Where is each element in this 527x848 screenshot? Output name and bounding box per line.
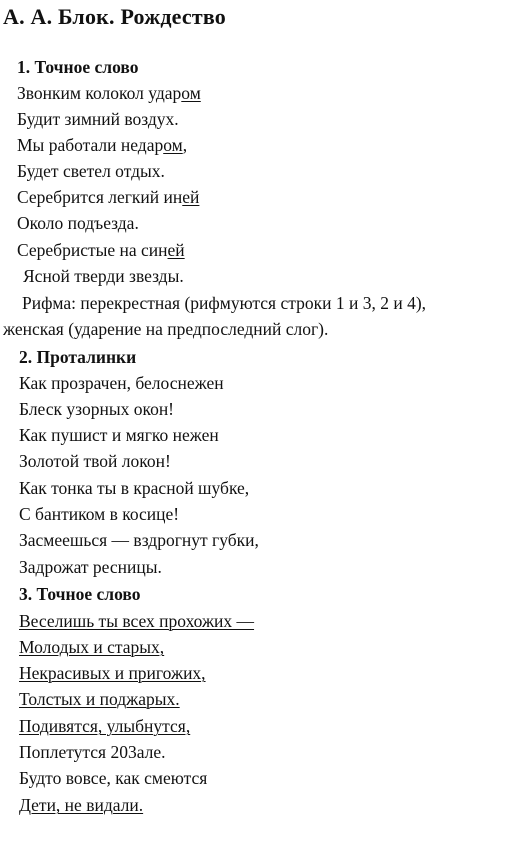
poem-line: Дети, не видали. <box>19 795 144 815</box>
poem-line-underlined: Некрасивых и пригожих, <box>19 663 206 683</box>
document-title: А. А. Блок. Рождество <box>3 4 227 29</box>
poem-line: Задрожат ресницы. <box>19 557 162 577</box>
section-1-heading: 1. Точное слово <box>17 57 139 77</box>
rhyme-note-line-2: женская (ударение на предпоследний слог). <box>3 319 329 339</box>
poem-line: Около подъезда. <box>17 213 139 233</box>
poem-line: Серебристые на синей <box>17 240 185 260</box>
poem-line-underlined: Веселишь ты всех прохожих — <box>19 611 255 631</box>
poem-line: Будит зимний воздух. <box>17 109 179 129</box>
poem-line-underlined: Подивятся, улыбнутся, <box>19 716 191 736</box>
poem-line-underlined: Молодых и старых, <box>19 637 165 657</box>
poem-line: Золотой твой локон! <box>19 451 171 471</box>
poem-line: Ясной тверди звезды. <box>23 266 184 286</box>
section-2-heading: 2. Проталинки <box>19 347 137 367</box>
poem-line: Будто вовсе, как смеются <box>19 768 208 788</box>
poem-line: Мы работали недаром, <box>17 135 188 155</box>
poem-line: Поплетутся 203але. <box>19 742 166 762</box>
poem-line: Звонким колокол ударом <box>17 83 201 103</box>
poem-line: Как прозрачен, белоснежен <box>19 373 224 393</box>
section-3-heading: 3. Точное слово <box>19 584 141 604</box>
poem-line-underlined: Толстых и поджарых. <box>19 689 180 709</box>
poem-line: Как тонка ты в красной шубке, <box>19 478 250 498</box>
poem-line: Блеск узорных окон! <box>19 399 175 419</box>
poem-line: Засмеешься — вздрогнут губки, <box>19 530 259 550</box>
poem-line: Будет светел отдых. <box>17 161 165 181</box>
poem-line: Серебрится легкий иней <box>17 187 200 207</box>
poem-line: С бантиком в косице! <box>19 504 180 524</box>
poem-line: Как пушист и мягко нежен <box>19 425 219 445</box>
rhyme-note-line-1: Рифма: перекрестная (рифмуются строки 1 и 3, 2 и 4), <box>22 293 427 313</box>
